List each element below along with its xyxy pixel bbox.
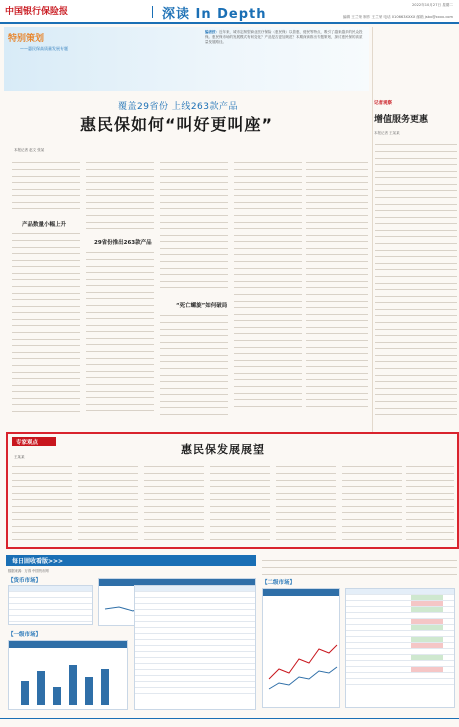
article-column-1: [12, 158, 80, 218]
expert-opinion-title: 惠民保发展展望: [181, 443, 265, 456]
money-market-label: 【货币市场】: [8, 578, 42, 584]
special-feature-subtitle: ——惠民保高质量发展专题: [20, 46, 68, 51]
expert-opinion-tag-label: 专家观点: [16, 440, 39, 446]
expert-column-5: [276, 462, 336, 544]
editor-note: [205, 30, 365, 45]
masthead: [0, 0, 459, 24]
primary-market-chart: [8, 640, 128, 710]
daily-market-header-label: 每日固收看版>>>: [12, 558, 64, 565]
section-title: 深读 In Depth: [162, 7, 267, 22]
article-column-4: [234, 158, 302, 425]
secondary-market-chart: [262, 588, 340, 708]
right-column-byline: 本报记者 王某某: [374, 131, 400, 135]
lead-kicker: 覆盖29省份 上线263款产品: [118, 102, 238, 112]
right-column-text: [375, 140, 457, 428]
expert-column-6: [342, 462, 402, 544]
right-column-title: 增值服务更惠: [374, 115, 429, 125]
issue-date: 2022年10月27日 星期二: [412, 3, 453, 7]
expert-column-1: [12, 462, 72, 544]
editor-note-label: 编者按：: [205, 30, 219, 34]
daily-market-source: 数据来源：万得 中国货币网: [8, 569, 49, 573]
secondary-market-table: [345, 588, 455, 708]
article-column-2: [86, 158, 154, 236]
staff-credits: 编辑 王兰荣 制作 王兰荣 电话 010663XXXX 邮箱 jsbx@xxxx.com: [342, 15, 453, 19]
secondary-market-label: 【二级市场】: [262, 580, 296, 586]
subheading-death-spiral: “死亡螺旋”如何破局: [176, 303, 228, 309]
primary-market-bars: [9, 641, 129, 711]
secondary-market-line: [263, 589, 341, 709]
newspaper-logo: 中国银行保险报: [5, 7, 69, 17]
footer-rule: [0, 718, 459, 719]
article-column-2b: [86, 248, 154, 425]
editor-note-text: 近年来，城市定制型商业医疗保险（惠民保）以普惠、便民等特点，吸引了越来越多的民众投保。惠民保市场的发展模式有何变化？产品是否更加规范？本期深读推出专题策划，探讨惠民保的高质量发展路径。: [205, 30, 363, 44]
market-note: [262, 556, 457, 576]
article-column-3b: [160, 311, 228, 425]
subheading-29-provinces: 29省份推出263款产品: [94, 240, 152, 246]
section-divider: [152, 6, 153, 18]
article-column-3: [160, 158, 228, 298]
lead-headline: 惠民保如何“叫好更叫座”: [80, 115, 274, 134]
money-market-table: [8, 585, 93, 625]
lead-byline: 本报记者 赵文 张某: [14, 148, 45, 152]
expert-column-3: [144, 462, 204, 544]
article-column-1b: [12, 229, 80, 425]
article-column-5: [306, 158, 368, 425]
reporter-observation-tag: 记者观察: [374, 101, 392, 106]
expert-column-2: [78, 462, 138, 544]
primary-market-label: 【一级市场】: [8, 632, 42, 638]
subheading-product-count: 产品数量小幅上升: [22, 222, 67, 228]
expert-opinion-byline: 王某某: [14, 455, 25, 459]
primary-market-table: [134, 585, 256, 710]
expert-opinion-tag: [12, 437, 56, 446]
expert-column-7: [406, 462, 454, 544]
expert-column-4: [210, 462, 270, 544]
special-feature-tag: 特别策划: [8, 34, 45, 44]
daily-market-header: [6, 555, 256, 566]
